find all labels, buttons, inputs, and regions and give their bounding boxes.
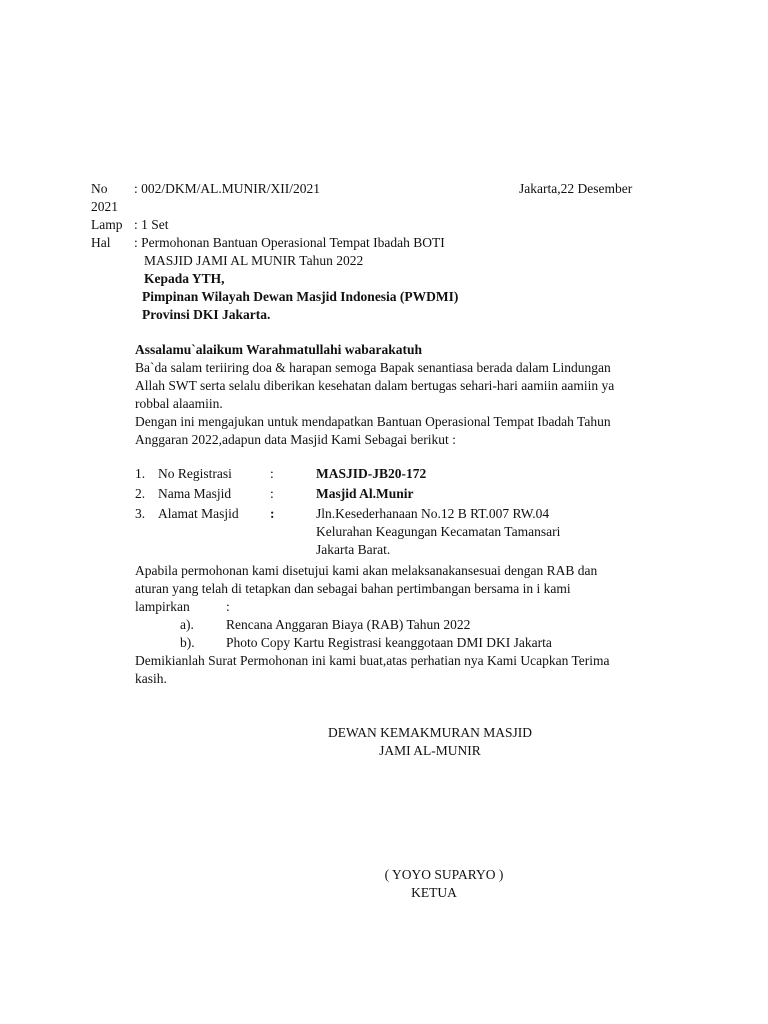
- no-label: No: [91, 181, 108, 196]
- attachment-item: Photo Copy Kartu Registrasi keanggotaan DMI DKI Jakarta: [226, 635, 552, 650]
- paragraph1-line2: Allah SWT serta selalu diberikan kesehatan dalam bertugas sehari-hari aamiin aamiin ya: [135, 378, 615, 393]
- paragraph1-line1: Ba`da salam teriiring doa & harapan semoga Bapak senantiasa berada dalam Lindungan: [135, 360, 611, 375]
- list-item-colon: :: [270, 466, 274, 481]
- list-item-label: Nama Masjid: [158, 486, 232, 501]
- attachment-item: Rencana Anggaran Biaya (RAB) Tahun 2022: [226, 617, 471, 632]
- paragraph2-line1: Dengan ini mengajukan untuk mendapatkan Bantuan Operasional Tempat Ibadah Tahun: [135, 414, 611, 429]
- signatory-title: KETUA: [411, 885, 457, 900]
- signature-org-line2: JAMI AL-MUNIR: [379, 743, 481, 758]
- paragraph3-line1: Apabila permohonan kami disetujui kami akan melaksanakansesuai dengan RAB dan: [135, 563, 598, 578]
- list-item-label: Alamat Masjid: [158, 506, 239, 521]
- recipient-line1: Kepada YTH,: [144, 271, 225, 286]
- greeting: Assalamu`alaikum Warahmatullahi wabarakatuh: [135, 342, 423, 357]
- recipient-line2: Pimpinan Wilayah Dewan Masjid Indonesia (PWDMI): [142, 289, 459, 304]
- registration-number: MASJID-JB20-172: [316, 466, 427, 481]
- attachment-letter: b).: [180, 635, 195, 650]
- no-value: : 002/DKM/AL.MUNIR/XII/2021: [134, 181, 320, 196]
- mosque-address-line1: Jln.Kesederhanaan No.12 B RT.007 RW.04: [316, 506, 550, 521]
- letter-year: 2021: [91, 199, 118, 214]
- hal-value-line1: : Permohonan Bantuan Operasional Tempat Ibadah BOTI: [134, 235, 445, 250]
- list-item-number: 1.: [135, 466, 146, 481]
- attachment-letter: a).: [180, 617, 194, 632]
- list-item-number: 2.: [135, 486, 146, 501]
- paragraph1-line3: robbal alaamiin.: [135, 396, 223, 411]
- mosque-address-line3: Jakarta Barat.: [316, 542, 391, 557]
- hal-label: Hal: [91, 235, 111, 250]
- signatory-name: ( YOYO SUPARYO ): [384, 867, 504, 882]
- paragraph3-line2: aturan yang telah di tetapkan dan sebagai bahan pertimbangan bersama in i kami: [135, 581, 571, 596]
- paragraph3-line3: lampirkan: [135, 599, 190, 614]
- lamp-value: : 1 Set: [134, 217, 169, 232]
- signature-org-line1: DEWAN KEMAKMURAN MASJID: [327, 725, 532, 740]
- letter-date: Jakarta,22 Desember: [519, 181, 633, 196]
- list-item-colon: :: [270, 506, 275, 521]
- list-item-number: 3.: [135, 506, 146, 521]
- paragraph4-line1: Demikianlah Surat Permohonan ini kami buat,atas perhatian nya Kami Ucapkan Terima: [135, 653, 610, 668]
- mosque-address-line2: Kelurahan Keagungan Kecamatan Tamansari: [316, 524, 561, 539]
- recipient-line3: Provinsi DKI Jakarta.: [142, 307, 271, 322]
- paragraph2-line2: Anggaran 2022,adapun data Masjid Kami Sebagai berikut :: [135, 432, 456, 447]
- mosque-name: Masjid Al.Munir: [316, 486, 414, 501]
- lamp-label: Lamp: [91, 217, 123, 232]
- hal-value-line2: MASJID JAMI AL MUNIR Tahun 2022: [144, 253, 364, 268]
- list-item-label: No Registrasi: [158, 466, 232, 481]
- paragraph3-colon: :: [226, 599, 230, 614]
- list-item-colon: :: [270, 486, 274, 501]
- paragraph4-line2: kasih.: [135, 671, 167, 686]
